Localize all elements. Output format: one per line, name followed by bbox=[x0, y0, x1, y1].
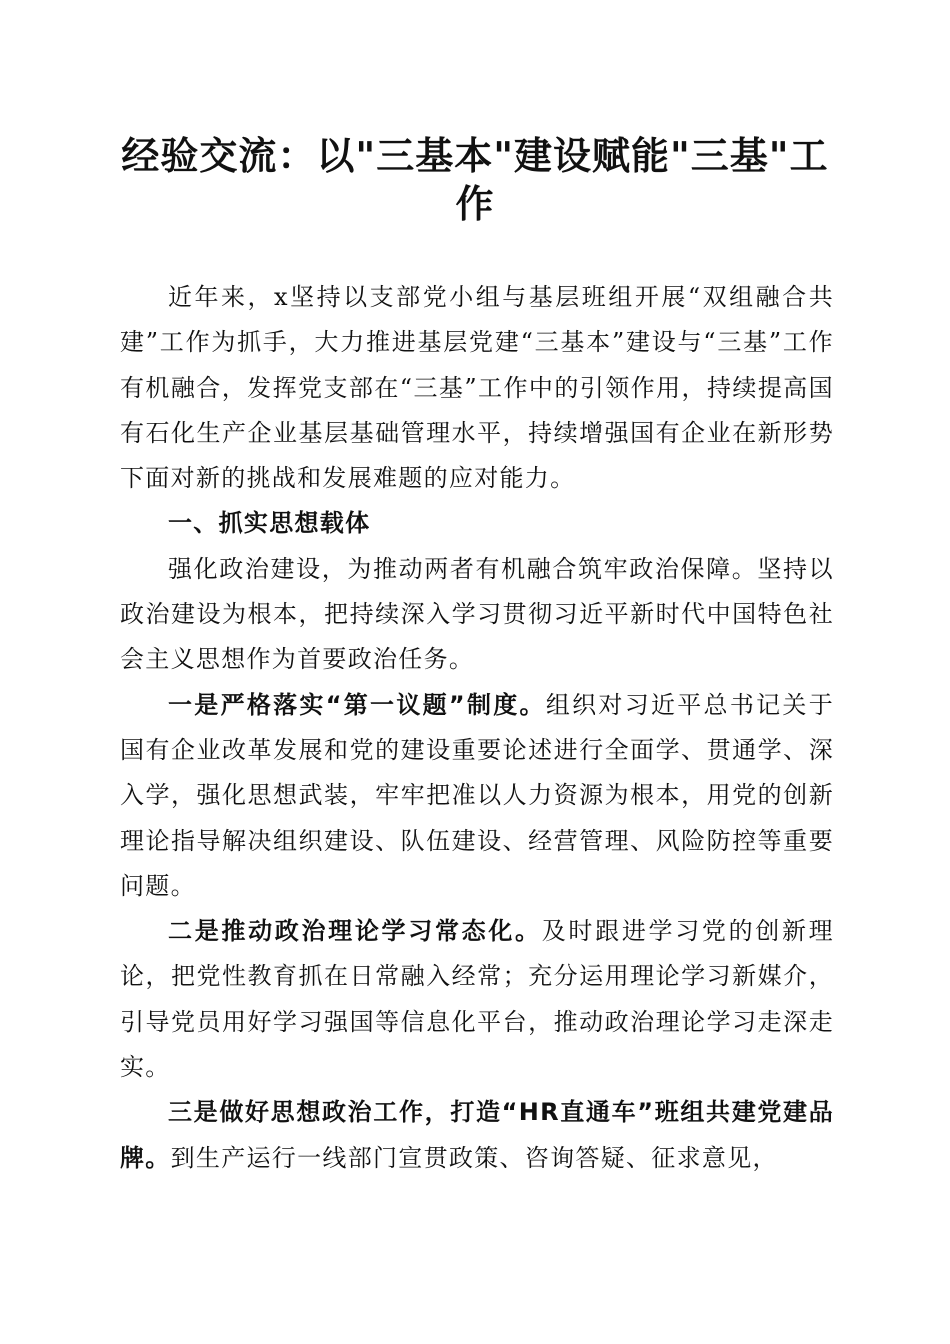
point-paragraph-3 bbox=[120, 1090, 834, 1181]
point-paragraph-1 bbox=[120, 683, 834, 909]
point-text: 组织对习近平总书记关于国有企业改革发展和党的建设重要论述进行全面学、贯通学、深入学，强化思想武装，牢牢把准以人力资源为根本，用党的创新理论指导解决组织建设、队伍建设、经营管理、风险防控等重要问题。 bbox=[120, 690, 834, 900]
point-lead: 一是严格落实“第一议题”制度。 bbox=[168, 690, 546, 719]
section-summary-paragraph: 强化政治建设，为推动两者有机融合筑牢政治保障。坚持以政治建设为根本，把持续深入学习贯彻习近平新时代中国特色社会主义思想作为首要政治任务。 bbox=[120, 554, 834, 674]
document-body bbox=[120, 275, 834, 1181]
point-text: 到生产运行一线部门宣贯政策、咨询答疑、征求意见， bbox=[170, 1143, 778, 1172]
point-text: 及时跟进学习党的创新理论，把党性教育抓在日常融入经常；充分运用理论学习新媒介，引导党员用好学习强国等信息化平台，推动政治理论学习走深走实。 bbox=[120, 917, 834, 1082]
point-paragraph-2 bbox=[120, 909, 834, 1090]
point-lead: 二是推动政治理论学习常态化。 bbox=[168, 917, 542, 946]
intro-paragraph: 近年来，x坚持以支部党小组与基层班组开展“双组融合共建”工作为抓手，大力推进基层党建“三基本”建设与“三基”工作有机融合，发挥党支部在“三基”工作中的引领作用，持续提高国有石化生产企业基层基础管理水平，持续增强国有企业在新形势下面对新的挑战和发展难题的应对能力。 bbox=[120, 283, 834, 493]
document-title: 经验交流：以"三基本"建设赋能"三基"工作 bbox=[121, 134, 829, 226]
point-lead: 三是做好思想政治工作，打造“HR直通车”班组共建党建品牌。 bbox=[120, 1098, 834, 1172]
section-heading: 一、抓实思想载体 bbox=[168, 509, 371, 538]
